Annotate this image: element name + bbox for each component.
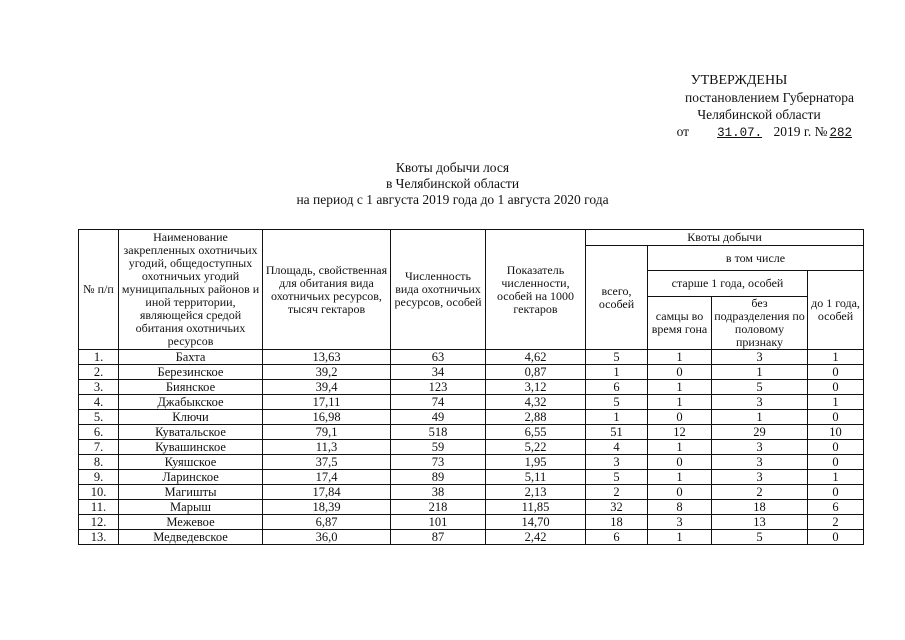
cell-young: 0 <box>808 530 864 545</box>
cell-young: 1 <box>808 350 864 365</box>
cell-density: 4,32 <box>486 395 586 410</box>
header-older: старше 1 года, особей <box>648 271 808 297</box>
title-line-3: на период с 1 августа 2019 года до 1 августа 2020 года <box>296 192 609 207</box>
header-incl: в том числе <box>648 246 864 271</box>
cell-males: 0 <box>648 455 712 470</box>
cell-males: 0 <box>648 410 712 425</box>
header-nosex: без подразделения по половому признаку <box>712 297 808 350</box>
cell-no: 12. <box>79 515 119 530</box>
table-row <box>79 425 864 440</box>
document-title <box>0 160 905 208</box>
cell-area: 39,4 <box>263 380 391 395</box>
cell-no: 8. <box>79 455 119 470</box>
cell-area: 6,87 <box>263 515 391 530</box>
cell-density: 2,88 <box>486 410 586 425</box>
cell-count: 101 <box>391 515 486 530</box>
cell-name: Куяшское <box>119 455 263 470</box>
cell-young: 0 <box>808 410 864 425</box>
cell-no: 7. <box>79 440 119 455</box>
cell-count: 38 <box>391 485 486 500</box>
table-row <box>79 395 864 410</box>
cell-count: 34 <box>391 365 486 380</box>
cell-area: 13,63 <box>263 350 391 365</box>
cell-males: 1 <box>648 395 712 410</box>
cell-total: 6 <box>586 380 648 395</box>
cell-density: 1,95 <box>486 455 586 470</box>
approval-date: 31.07. <box>717 126 763 140</box>
cell-young: 6 <box>808 500 864 515</box>
header-males: самцы во время гона <box>648 297 712 350</box>
table-body <box>79 350 864 545</box>
cell-males: 8 <box>648 500 712 515</box>
cell-total: 18 <box>586 515 648 530</box>
cell-males: 1 <box>648 530 712 545</box>
cell-no: 10. <box>79 485 119 500</box>
approval-block <box>624 72 854 142</box>
cell-young: 0 <box>808 455 864 470</box>
table-row <box>79 485 864 500</box>
cell-density: 2,42 <box>486 530 586 545</box>
cell-nosex: 1 <box>712 410 808 425</box>
cell-total: 5 <box>586 470 648 485</box>
cell-area: 37,5 <box>263 455 391 470</box>
cell-males: 3 <box>648 515 712 530</box>
title-line-1: Квоты добычи лося <box>395 160 510 175</box>
cell-total: 1 <box>586 410 648 425</box>
cell-young: 0 <box>808 365 864 380</box>
cell-nosex: 3 <box>712 470 808 485</box>
cell-no: 13. <box>79 530 119 545</box>
cell-name: Медведевское <box>119 530 263 545</box>
cell-area: 16,98 <box>263 410 391 425</box>
header-quotas: Квоты добычи <box>586 230 864 246</box>
number-sign: № <box>814 124 828 139</box>
cell-no: 4. <box>79 395 119 410</box>
header-young: до 1 года, особей <box>808 271 864 350</box>
cell-total: 4 <box>586 440 648 455</box>
cell-males: 1 <box>648 440 712 455</box>
table-row <box>79 470 864 485</box>
cell-young: 0 <box>808 440 864 455</box>
cell-no: 1. <box>79 350 119 365</box>
cell-males: 0 <box>648 485 712 500</box>
cell-area: 17,4 <box>263 470 391 485</box>
cell-total: 5 <box>586 350 648 365</box>
approval-year: 2019 г. <box>773 124 812 139</box>
cell-no: 2. <box>79 365 119 380</box>
cell-nosex: 3 <box>712 395 808 410</box>
cell-count: 74 <box>391 395 486 410</box>
cell-density: 2,13 <box>486 485 586 500</box>
cell-density: 5,11 <box>486 470 586 485</box>
cell-total: 5 <box>586 395 648 410</box>
header-density: Показатель численности, особей на 1000 гектаров <box>486 230 586 350</box>
title-line-2: в Челябинской области <box>385 176 520 191</box>
table-row <box>79 530 864 545</box>
cell-nosex: 18 <box>712 500 808 515</box>
approval-line-1: постановлением Губернатора <box>685 90 854 105</box>
cell-total: 2 <box>586 485 648 500</box>
cell-males: 1 <box>648 380 712 395</box>
cell-total: 6 <box>586 530 648 545</box>
cell-density: 4,62 <box>486 350 586 365</box>
cell-area: 17,11 <box>263 395 391 410</box>
approval-heading: УТВЕРЖДЕНЫ <box>690 73 788 88</box>
cell-no: 5. <box>79 410 119 425</box>
cell-no: 9. <box>79 470 119 485</box>
cell-young: 1 <box>808 395 864 410</box>
cell-no: 11. <box>79 500 119 515</box>
cell-nosex: 3 <box>712 455 808 470</box>
cell-name: Ключи <box>119 410 263 425</box>
cell-nosex: 3 <box>712 440 808 455</box>
header-area: Площадь, свойственная для обитания вида охотничьих ресурсов, тысяч гектаров <box>263 230 391 350</box>
header-no: № п/п <box>79 230 119 350</box>
cell-count: 218 <box>391 500 486 515</box>
table-row <box>79 380 864 395</box>
table-row <box>79 515 864 530</box>
cell-nosex: 29 <box>712 425 808 440</box>
cell-count: 49 <box>391 410 486 425</box>
table-row <box>79 440 864 455</box>
cell-males: 12 <box>648 425 712 440</box>
cell-area: 39,2 <box>263 365 391 380</box>
cell-young: 0 <box>808 485 864 500</box>
cell-name: Межевое <box>119 515 263 530</box>
cell-nosex: 13 <box>712 515 808 530</box>
table-row <box>79 365 864 380</box>
cell-total: 1 <box>586 365 648 380</box>
header-total: всего, особей <box>586 246 648 350</box>
cell-count: 87 <box>391 530 486 545</box>
cell-nosex: 2 <box>712 485 808 500</box>
quota-table <box>78 229 864 545</box>
cell-area: 79,1 <box>263 425 391 440</box>
cell-name: Куватальское <box>119 425 263 440</box>
cell-density: 5,22 <box>486 440 586 455</box>
table-row <box>79 350 864 365</box>
cell-density: 6,55 <box>486 425 586 440</box>
table-row <box>79 410 864 425</box>
header-count: Численность вида охотничьих ресурсов, особей <box>391 230 486 350</box>
cell-area: 36,0 <box>263 530 391 545</box>
approval-line-2: Челябинской области <box>697 107 821 122</box>
cell-density: 0,87 <box>486 365 586 380</box>
cell-nosex: 3 <box>712 350 808 365</box>
cell-young: 1 <box>808 470 864 485</box>
cell-young: 2 <box>808 515 864 530</box>
cell-count: 123 <box>391 380 486 395</box>
cell-density: 3,12 <box>486 380 586 395</box>
cell-name: Джабыкское <box>119 395 263 410</box>
cell-nosex: 5 <box>712 380 808 395</box>
cell-count: 73 <box>391 455 486 470</box>
cell-nosex: 5 <box>712 530 808 545</box>
date-prefix: от <box>676 124 690 139</box>
cell-count: 89 <box>391 470 486 485</box>
cell-name: Биянское <box>119 380 263 395</box>
cell-count: 59 <box>391 440 486 455</box>
cell-total: 32 <box>586 500 648 515</box>
cell-males: 0 <box>648 365 712 380</box>
cell-males: 1 <box>648 470 712 485</box>
cell-young: 10 <box>808 425 864 440</box>
cell-name: Кувашинское <box>119 440 263 455</box>
cell-young: 0 <box>808 380 864 395</box>
cell-total: 51 <box>586 425 648 440</box>
cell-count: 518 <box>391 425 486 440</box>
cell-density: 14,70 <box>486 515 586 530</box>
cell-area: 18,39 <box>263 500 391 515</box>
cell-males: 1 <box>648 350 712 365</box>
cell-count: 63 <box>391 350 486 365</box>
approval-date-line <box>624 123 854 142</box>
approval-number: 282 <box>829 126 852 140</box>
table-row <box>79 455 864 470</box>
cell-density: 11,85 <box>486 500 586 515</box>
cell-name: Бахта <box>119 350 263 365</box>
cell-area: 17,84 <box>263 485 391 500</box>
cell-no: 6. <box>79 425 119 440</box>
cell-name: Марыш <box>119 500 263 515</box>
cell-name: Магишты <box>119 485 263 500</box>
cell-no: 3. <box>79 380 119 395</box>
table-row <box>79 500 864 515</box>
header-name: Наименование закрепленных охотничьих угодий, общедоступных охотничьих угодий муниципальных районов и иной территории, являющейся средой обитания охотничьих ресурсов <box>119 230 263 350</box>
cell-name: Ларинское <box>119 470 263 485</box>
cell-total: 3 <box>586 455 648 470</box>
cell-area: 11,3 <box>263 440 391 455</box>
cell-nosex: 1 <box>712 365 808 380</box>
cell-name: Березинское <box>119 365 263 380</box>
